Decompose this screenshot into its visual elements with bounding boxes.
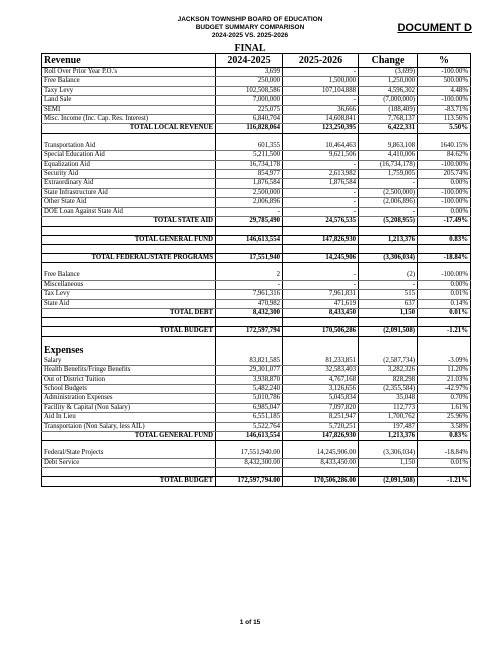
row-label: Miscellaneous — [42, 280, 216, 289]
row-label: Roll Over Prior Year P.O.'s — [42, 68, 216, 77]
row-label: SEMI — [42, 105, 216, 114]
value-2024-2025: 2 — [216, 271, 283, 280]
value-percent: 21.03% — [418, 375, 471, 384]
spacer-row — [42, 263, 471, 272]
expense-line — [42, 394, 471, 403]
empty-cell — [216, 441, 283, 450]
value-change: - — [359, 207, 418, 216]
value-2025-2026: 1,876,584 — [283, 179, 359, 188]
value-2025-2026: 123,250,395 — [283, 124, 359, 133]
value-2024-2025: 172,597,794.00 — [216, 477, 283, 486]
empty-cell — [359, 244, 418, 253]
state-aid-line — [42, 198, 471, 207]
value-2024-2025: 6,840,704 — [216, 115, 283, 124]
value-2024-2025: 17,551,940.00 — [216, 449, 283, 458]
value-2024-2025: 5,482,240 — [216, 384, 283, 393]
value-percent: -100.00% — [418, 68, 471, 77]
row-label: Transportaion (Non Salary, less AIL) — [42, 422, 216, 431]
empty-cell — [418, 468, 471, 477]
empty-cell — [216, 318, 283, 327]
empty-cell — [216, 263, 283, 272]
value-change: 4,410,006 — [359, 151, 418, 160]
value-2024-2025: 5,010,786 — [216, 394, 283, 403]
row-label: Equalization Aid — [42, 160, 216, 169]
value-2024-2025: 8,432,300 — [216, 308, 283, 317]
value-2025-2026: - — [283, 207, 359, 216]
value-change: 4,596,302 — [359, 86, 418, 95]
value-change: 1,150 — [359, 458, 418, 467]
value-2025-2026: 8,433,450 — [283, 308, 359, 317]
value-change: 1,150 — [359, 308, 418, 317]
empty-cell — [283, 226, 359, 235]
value-change: 828,298 — [359, 375, 418, 384]
row-label: Free Balance — [42, 77, 216, 86]
row-label: Facility & Capital (Non Salary) — [42, 403, 216, 412]
value-2024-2025: 29,785,490 — [216, 217, 283, 226]
value-change: (188,409) — [359, 105, 418, 114]
other-expense-line — [42, 449, 471, 458]
value-2024-2025: 470,982 — [216, 299, 283, 308]
spacer-row — [42, 468, 471, 477]
value-percent: 0.70% — [418, 394, 471, 403]
empty-cell — [216, 226, 283, 235]
empty-cell — [42, 263, 216, 272]
value-2025-2026: 107,104,888 — [283, 86, 359, 95]
value-change: 1,759,005 — [359, 170, 418, 179]
empty-cell — [359, 226, 418, 235]
total-debt-row — [42, 308, 471, 317]
empty-cell — [418, 336, 471, 345]
page-number: 1 of 15 — [239, 619, 261, 626]
value-2025-2026: 2,613,982 — [283, 170, 359, 179]
debt-line — [42, 299, 471, 308]
value-2025-2026: 170,506,286.00 — [283, 477, 359, 486]
value-percent: 205.74% — [418, 170, 471, 179]
value-percent: -18.84% — [418, 253, 471, 262]
value-percent: -100.00% — [418, 198, 471, 207]
row-label: State Infrastructure Aid — [42, 188, 216, 197]
value-2025-2026: 10,464,463 — [283, 142, 359, 151]
value-change: 35,048 — [359, 394, 418, 403]
value-2025-2026: - — [283, 198, 359, 207]
state-aid-line — [42, 142, 471, 151]
value-2025-2026: 170,506,286 — [283, 327, 359, 336]
value-change: 1,250,000 — [359, 77, 418, 86]
value-change: 7,768,137 — [359, 115, 418, 124]
value-change: (3,699) — [359, 68, 418, 77]
empty-cell — [42, 226, 216, 235]
year-2024-2025-header: 2024-2025 — [216, 54, 283, 68]
value-2024-2025: - — [216, 280, 283, 289]
debt-line — [42, 280, 471, 289]
value-percent: 0.83% — [418, 432, 471, 441]
row-label: State Aid — [42, 299, 216, 308]
spacer-row — [42, 133, 471, 142]
value-percent: -83.71% — [418, 105, 471, 114]
value-percent: -3.09% — [418, 357, 471, 366]
value-percent: 113.56% — [418, 115, 471, 124]
total-budget-revenue-row — [42, 327, 471, 336]
row-label: Taxy Levy — [42, 86, 216, 95]
row-label: Federal/State Projects — [42, 449, 216, 458]
row-label: Transportation Aid — [42, 142, 216, 151]
expense-line — [42, 366, 471, 375]
empty-cell — [418, 263, 471, 272]
row-label: Aid In Lieu — [42, 413, 216, 422]
value-2025-2026: - — [283, 96, 359, 105]
value-2025-2026: 5,720,251 — [283, 422, 359, 431]
value-change: (16,734,178) — [359, 160, 418, 169]
expense-line — [42, 384, 471, 393]
empty-cell — [359, 441, 418, 450]
value-2024-2025: 601,355 — [216, 142, 283, 151]
row-label: Administration Expenses — [42, 394, 216, 403]
value-2024-2025: 2,500,000 — [216, 188, 283, 197]
empty-cell — [359, 336, 418, 345]
value-2025-2026: 147,826,930 — [283, 432, 359, 441]
empty-cell — [359, 263, 418, 272]
value-change: 1,700,762 — [359, 413, 418, 422]
value-2025-2026: - — [283, 271, 359, 280]
value-percent: -42.97% — [418, 384, 471, 393]
empty-cell — [216, 345, 283, 357]
value-percent: 3.58% — [418, 422, 471, 431]
revenue-line — [42, 86, 471, 95]
empty-cell — [418, 244, 471, 253]
row-label: TOTAL GENERAL FUND — [42, 432, 216, 441]
value-2024-2025: 5,522,764 — [216, 422, 283, 431]
spacer-row — [42, 318, 471, 327]
expense-total-general-fund-row — [42, 432, 471, 441]
value-percent: 1.61% — [418, 403, 471, 412]
value-change: (3,306,034) — [359, 449, 418, 458]
value-2024-2025: 83,821,585 — [216, 357, 283, 366]
value-2025-2026: 8,251,947 — [283, 413, 359, 422]
value-2024-2025: 5,211,500 — [216, 151, 283, 160]
value-change: (3,306,034) — [359, 253, 418, 262]
state-aid-line — [42, 207, 471, 216]
value-change: (5,208,955) — [359, 217, 418, 226]
value-2025-2026: 3,126,656 — [283, 384, 359, 393]
row-label: TOTAL LOCAL REVENUE — [42, 124, 216, 133]
value-2025-2026: 81,233,851 — [283, 357, 359, 366]
value-2025-2026: - — [283, 188, 359, 197]
empty-cell — [359, 318, 418, 327]
value-2024-2025: 172,597,794 — [216, 327, 283, 336]
empty-cell — [359, 133, 418, 142]
value-percent: 0.01% — [418, 290, 471, 299]
value-2024-2025: 225,075 — [216, 105, 283, 114]
value-percent: -18.84% — [418, 449, 471, 458]
debt-line — [42, 271, 471, 280]
total-local-revenue-row — [42, 124, 471, 133]
other-expense-line — [42, 458, 471, 467]
value-change: 112,773 — [359, 403, 418, 412]
expense-line — [42, 357, 471, 366]
row-label: DOE Loan Against State Aid — [42, 207, 216, 216]
spacer-row — [42, 336, 471, 345]
value-2024-2025: 29,301,077 — [216, 366, 283, 375]
empty-cell — [216, 336, 283, 345]
row-label: Security Aid — [42, 170, 216, 179]
value-change: - — [359, 280, 418, 289]
value-percent: 84.62% — [418, 151, 471, 160]
row-label: TOTAL GENERAL FUND — [42, 235, 216, 244]
row-label: Other State Aid — [42, 198, 216, 207]
value-change: (2,091,508) — [359, 327, 418, 336]
value-change: (2,587,734) — [359, 357, 418, 366]
section-header-row — [42, 345, 471, 357]
value-2024-2025: 6,985,047 — [216, 403, 283, 412]
value-2025-2026: - — [283, 68, 359, 77]
value-percent: 0.00% — [418, 280, 471, 289]
row-label: Out of District Tuition — [42, 375, 216, 384]
year-2025-2026-header: 2025-2026 — [283, 54, 359, 68]
expense-line — [42, 413, 471, 422]
value-2025-2026: 471,619 — [283, 299, 359, 308]
revenue-line — [42, 115, 471, 124]
value-2025-2026: 8,433,450.00 — [283, 458, 359, 467]
value-change: (2,006,896) — [359, 198, 418, 207]
value-2024-2025: 7,000,000 — [216, 96, 283, 105]
value-change: 6,422,331 — [359, 124, 418, 133]
year-comparison: 2024-2025 VS. 2025-2026 — [211, 32, 289, 39]
value-2025-2026: 9,621,506 — [283, 151, 359, 160]
empty-cell — [216, 468, 283, 477]
value-percent: 0.01% — [418, 458, 471, 467]
value-2025-2026: - — [283, 280, 359, 289]
section-title: Expenses — [42, 345, 216, 357]
row-label: TOTAL FEDERAL/STATE PROGRAMS — [42, 253, 216, 262]
value-2024-2025: 7,961,316 — [216, 290, 283, 299]
value-percent: 500.00% — [418, 77, 471, 86]
value-percent: 11.20% — [418, 366, 471, 375]
row-label: TOTAL BUDGET — [42, 477, 216, 486]
empty-cell — [283, 263, 359, 272]
empty-cell — [418, 318, 471, 327]
value-percent: 0.00% — [418, 179, 471, 188]
value-2025-2026: 32,583,403 — [283, 366, 359, 375]
value-2025-2026: 5,045,834 — [283, 394, 359, 403]
value-2024-2025: 250,000 — [216, 77, 283, 86]
value-change: 637 — [359, 299, 418, 308]
expense-line — [42, 403, 471, 412]
value-change: 3,282,326 — [359, 366, 418, 375]
budget-table — [41, 53, 471, 487]
value-change: (2,091,508) — [359, 477, 418, 486]
value-2024-2025: 102,508,586 — [216, 86, 283, 95]
value-2024-2025: 17,551,940 — [216, 253, 283, 262]
value-2024-2025: - — [216, 207, 283, 216]
value-2024-2025: 3,699 — [216, 68, 283, 77]
state-aid-line — [42, 160, 471, 169]
value-2025-2026: 1,500,000 — [283, 77, 359, 86]
total-general-fund-row — [42, 235, 471, 244]
value-percent: -1.21% — [418, 327, 471, 336]
empty-cell — [216, 133, 283, 142]
total-state-aid-row — [42, 217, 471, 226]
empty-cell — [359, 468, 418, 477]
row-label: TOTAL STATE AID — [42, 217, 216, 226]
empty-cell — [42, 133, 216, 142]
value-2025-2026: 4,767,168 — [283, 375, 359, 384]
row-label: Extraordinary Aid — [42, 179, 216, 188]
state-aid-line — [42, 151, 471, 160]
empty-cell — [216, 244, 283, 253]
value-2025-2026: 14,245,906 — [283, 253, 359, 262]
value-2025-2026: 24,576,535 — [283, 217, 359, 226]
value-2024-2025: 6,551,185 — [216, 413, 283, 422]
row-label: School Budgets — [42, 384, 216, 393]
value-change: (7,000,000) — [359, 96, 418, 105]
value-2025-2026: 14,245,906.00 — [283, 449, 359, 458]
revenue-line — [42, 77, 471, 86]
value-2024-2025: 854,977 — [216, 170, 283, 179]
state-aid-line — [42, 170, 471, 179]
spacer-row — [42, 226, 471, 235]
empty-cell — [418, 133, 471, 142]
empty-cell — [283, 336, 359, 345]
value-2024-2025: 16,734,178 — [216, 160, 283, 169]
value-2024-2025: 2,006,896 — [216, 198, 283, 207]
percent-header: % — [418, 54, 471, 68]
spacer-row — [42, 244, 471, 253]
debt-line — [42, 290, 471, 299]
value-2024-2025: 3,938,870 — [216, 375, 283, 384]
value-change: 9,863,108 — [359, 142, 418, 151]
value-percent: -17.49% — [418, 217, 471, 226]
value-change: 1,213,376 — [359, 235, 418, 244]
empty-cell — [359, 345, 418, 357]
row-label: Special Education Aid — [42, 151, 216, 160]
value-2025-2026: - — [283, 160, 359, 169]
empty-cell — [418, 226, 471, 235]
empty-cell — [283, 345, 359, 357]
value-percent: 0.01% — [418, 308, 471, 317]
value-percent: 5.50% — [418, 124, 471, 133]
empty-cell — [42, 244, 216, 253]
district-name: JACKSON TOWNSHIP BOARD OF EDUCATION — [177, 16, 323, 23]
row-label: Free Balance — [42, 271, 216, 280]
empty-cell — [283, 244, 359, 253]
value-percent: 1640.15% — [418, 142, 471, 151]
value-2024-2025: 146,613,554 — [216, 235, 283, 244]
expense-line — [42, 422, 471, 431]
empty-cell — [283, 468, 359, 477]
value-percent: -100.00% — [418, 271, 471, 280]
expense-line — [42, 375, 471, 384]
column-header-row — [42, 54, 471, 68]
empty-cell — [42, 468, 216, 477]
value-change: 515 — [359, 290, 418, 299]
value-2025-2026: 7,097,820 — [283, 403, 359, 412]
value-percent: -100.00% — [418, 188, 471, 197]
value-2025-2026: 147,826,930 — [283, 235, 359, 244]
value-2025-2026: 7,961,831 — [283, 290, 359, 299]
value-change: 1,213,376 — [359, 432, 418, 441]
row-label: Tax Levy — [42, 290, 216, 299]
value-percent: 4.48% — [418, 86, 471, 95]
value-percent: 25.96% — [418, 413, 471, 422]
revenue-line — [42, 96, 471, 105]
row-label: TOTAL BUDGET — [42, 327, 216, 336]
value-2025-2026: 14,608,841 — [283, 115, 359, 124]
value-2025-2026: 36,666 — [283, 105, 359, 114]
value-2024-2025: 1,876,584 — [216, 179, 283, 188]
value-percent: -1.21% — [418, 477, 471, 486]
value-change: (2,500,000) — [359, 188, 418, 197]
value-percent: -100.00% — [418, 96, 471, 105]
empty-cell — [283, 318, 359, 327]
row-label: Debt Service — [42, 458, 216, 467]
row-label: TOTAL DEBT — [42, 308, 216, 317]
value-change: 197,487 — [359, 422, 418, 431]
value-2024-2025: 8,432,300.00 — [216, 458, 283, 467]
value-change: (2,355,584) — [359, 384, 418, 393]
empty-cell — [42, 441, 216, 450]
total-budget-expenses-row — [42, 477, 471, 486]
value-percent: 0.83% — [418, 235, 471, 244]
revenue-line — [42, 68, 471, 77]
row-label: Land Sale — [42, 96, 216, 105]
empty-cell — [418, 441, 471, 450]
row-label: Salary — [42, 357, 216, 366]
value-2024-2025: 116,828,064 — [216, 124, 283, 133]
spacer-row — [42, 441, 471, 450]
value-2024-2025: 146,613,554 — [216, 432, 283, 441]
empty-cell — [283, 441, 359, 450]
revenue-line — [42, 105, 471, 114]
row-label: Misc. Income (Inc. Cap. Res. Interest) — [42, 115, 216, 124]
value-change: - — [359, 179, 418, 188]
empty-cell — [418, 345, 471, 357]
report-title: BUDGET SUMMARY COMPARISON — [195, 24, 305, 31]
state-aid-line — [42, 188, 471, 197]
change-header: Change — [359, 54, 418, 68]
revenue-header: Revenue — [42, 54, 216, 68]
empty-cell — [42, 336, 216, 345]
value-percent: 0.00% — [418, 207, 471, 216]
value-percent: 0.14% — [418, 299, 471, 308]
final-label: FINAL — [234, 43, 266, 54]
empty-cell — [283, 133, 359, 142]
document-label: DOCUMENT D — [397, 22, 472, 34]
row-label: Health Benefits/Fringe Benefits — [42, 366, 216, 375]
value-change: (2) — [359, 271, 418, 280]
total-federal-state-row — [42, 253, 471, 262]
empty-cell — [42, 318, 216, 327]
value-percent: -100.00% — [418, 160, 471, 169]
state-aid-line — [42, 179, 471, 188]
